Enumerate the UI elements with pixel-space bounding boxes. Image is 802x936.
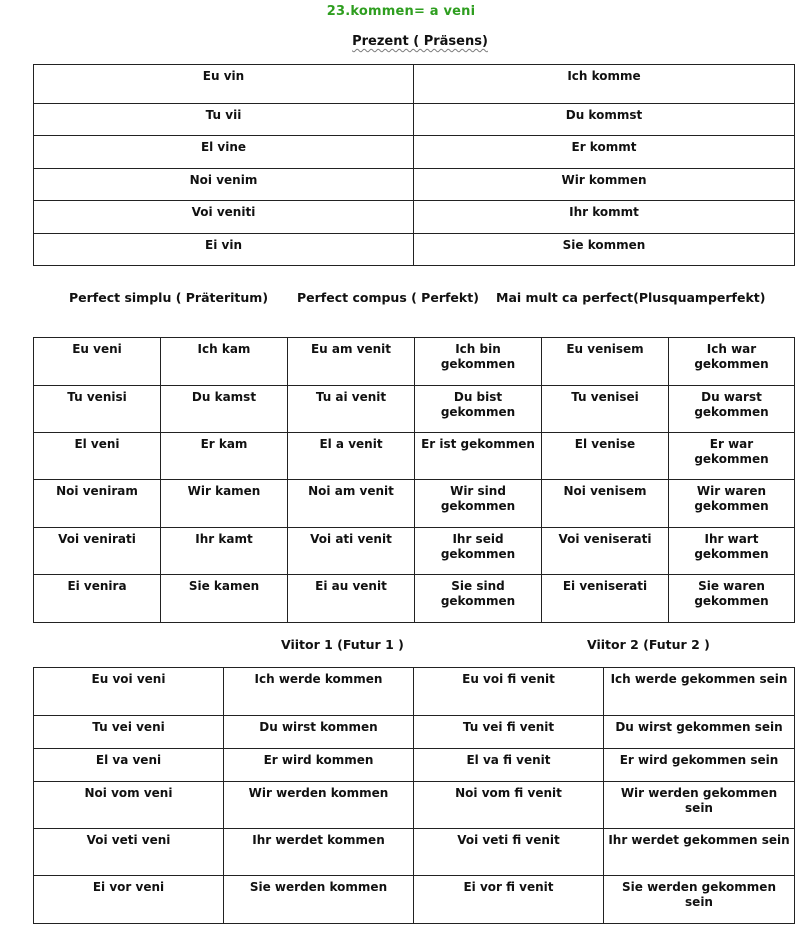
past-row: [34, 433, 795, 480]
past-row: [34, 575, 795, 623]
past-cell: Voi veniserati: [542, 528, 669, 575]
future-cell: El va fi venit: [414, 749, 604, 782]
future-row: [34, 876, 795, 924]
past-row: [34, 528, 795, 575]
future-cell: Tu vei veni: [34, 716, 224, 749]
present-heading-text: Prezent ( Präsens): [352, 34, 488, 49]
past-row: [34, 338, 795, 386]
past-cell: Voi ati venit: [288, 528, 415, 575]
future-cell: Noi vom fi venit: [414, 782, 604, 829]
future-cell: Sie werden kommen: [224, 876, 414, 924]
present-cell: Noi venim: [34, 169, 414, 201]
past-cell: Du warst gekommen: [669, 386, 795, 433]
present-table: [33, 64, 795, 266]
past-cell: Ich kam: [161, 338, 288, 386]
future-cell: Sie werden gekommen sein: [604, 876, 795, 924]
present-cell: Wir kommen: [414, 169, 795, 201]
present-cell: Er kommt: [414, 136, 795, 169]
present-row: [34, 65, 795, 104]
past-cell: Ei veniserati: [542, 575, 669, 623]
present-cell: El vine: [34, 136, 414, 169]
future-cell: Voi veti fi venit: [414, 829, 604, 876]
past-cell: Ihr kamt: [161, 528, 288, 575]
future-cell: Wir werden kommen: [224, 782, 414, 829]
future-row: [34, 829, 795, 876]
future-cell: El va veni: [34, 749, 224, 782]
past-cell: Voi venirati: [34, 528, 161, 575]
future-cell: Du wirst kommen: [224, 716, 414, 749]
future-cell: Ihr werdet kommen: [224, 829, 414, 876]
past-cell: Er ist gekommen: [415, 433, 542, 480]
plusquamperfect-heading: Mai mult ca perfect(Plusquamperfekt): [496, 290, 766, 305]
future-cell: Eu voi veni: [34, 668, 224, 716]
past-cell: El venise: [542, 433, 669, 480]
future-cell: Tu vei fi venit: [414, 716, 604, 749]
future-cell: Du wirst gekommen sein: [604, 716, 795, 749]
past-cell: Noi venisem: [542, 480, 669, 528]
past-cell: Noi veniram: [34, 480, 161, 528]
past-cell: Ich bin gekommen: [415, 338, 542, 386]
present-cell: Voi veniti: [34, 201, 414, 234]
past-cell: Sie kamen: [161, 575, 288, 623]
past-cell: Sie sind gekommen: [415, 575, 542, 623]
past-cell: Ihr seid gekommen: [415, 528, 542, 575]
present-heading: [0, 34, 802, 49]
future-cell: Ich werde kommen: [224, 668, 414, 716]
past-cell: Er war gekommen: [669, 433, 795, 480]
future-cell: Er wird kommen: [224, 749, 414, 782]
future-cell: Voi veti veni: [34, 829, 224, 876]
past-table: [33, 337, 795, 623]
future-cell: Er wird gekommen sein: [604, 749, 795, 782]
present-cell: Ei vin: [34, 234, 414, 266]
past-cell: Wir waren gekommen: [669, 480, 795, 528]
past-cell: El a venit: [288, 433, 415, 480]
future-row: [34, 749, 795, 782]
past-cell: Ich war gekommen: [669, 338, 795, 386]
present-cell: Ich komme: [414, 65, 795, 104]
past-cell: Tu venisei: [542, 386, 669, 433]
past-cell: El veni: [34, 433, 161, 480]
present-cell: Sie kommen: [414, 234, 795, 266]
present-row: [34, 136, 795, 169]
past-cell: Ei au venit: [288, 575, 415, 623]
future-cell: Ihr werdet gekommen sein: [604, 829, 795, 876]
past-cell: Eu am venit: [288, 338, 415, 386]
future-cell: Wir werden gekommen sein: [604, 782, 795, 829]
past-cell: Tu venisi: [34, 386, 161, 433]
past-cell: Noi am venit: [288, 480, 415, 528]
past-cell: Du bist gekommen: [415, 386, 542, 433]
future-row: [34, 668, 795, 716]
future-table: [33, 667, 795, 924]
past-row: [34, 386, 795, 433]
future-row: [34, 716, 795, 749]
present-row: [34, 234, 795, 266]
future-cell: Ei vor fi venit: [414, 876, 604, 924]
past-cell: Ei venira: [34, 575, 161, 623]
future1-heading: Viitor 1 (Futur 1 ): [281, 637, 404, 652]
future-cell: Eu voi fi venit: [414, 668, 604, 716]
page-title: 23.kommen= a veni: [326, 4, 476, 19]
past-cell: Ihr wart gekommen: [669, 528, 795, 575]
present-row: [34, 104, 795, 136]
past-cell: Eu venisem: [542, 338, 669, 386]
present-cell: Eu vin: [34, 65, 414, 104]
past-row: [34, 480, 795, 528]
past-cell: Er kam: [161, 433, 288, 480]
past-cell: Du kamst: [161, 386, 288, 433]
perfect-heading: Perfect compus ( Perfekt): [297, 290, 479, 305]
future-row: [34, 782, 795, 829]
future-cell: Ei vor veni: [34, 876, 224, 924]
future-cell: Noi vom veni: [34, 782, 224, 829]
future-cell: Ich werde gekommen sein: [604, 668, 795, 716]
present-cell: Tu vii: [34, 104, 414, 136]
future2-heading: Viitor 2 (Futur 2 ): [587, 637, 710, 652]
past-cell: Wir sind gekommen: [415, 480, 542, 528]
present-row: [34, 201, 795, 234]
present-row: [34, 169, 795, 201]
past-cell: Sie waren gekommen: [669, 575, 795, 623]
preterit-heading: Perfect simplu ( Präteritum): [69, 290, 269, 305]
past-cell: Tu ai venit: [288, 386, 415, 433]
past-cell: Eu veni: [34, 338, 161, 386]
present-cell: Ihr kommt: [414, 201, 795, 234]
past-cell: Wir kamen: [161, 480, 288, 528]
present-cell: Du kommst: [414, 104, 795, 136]
